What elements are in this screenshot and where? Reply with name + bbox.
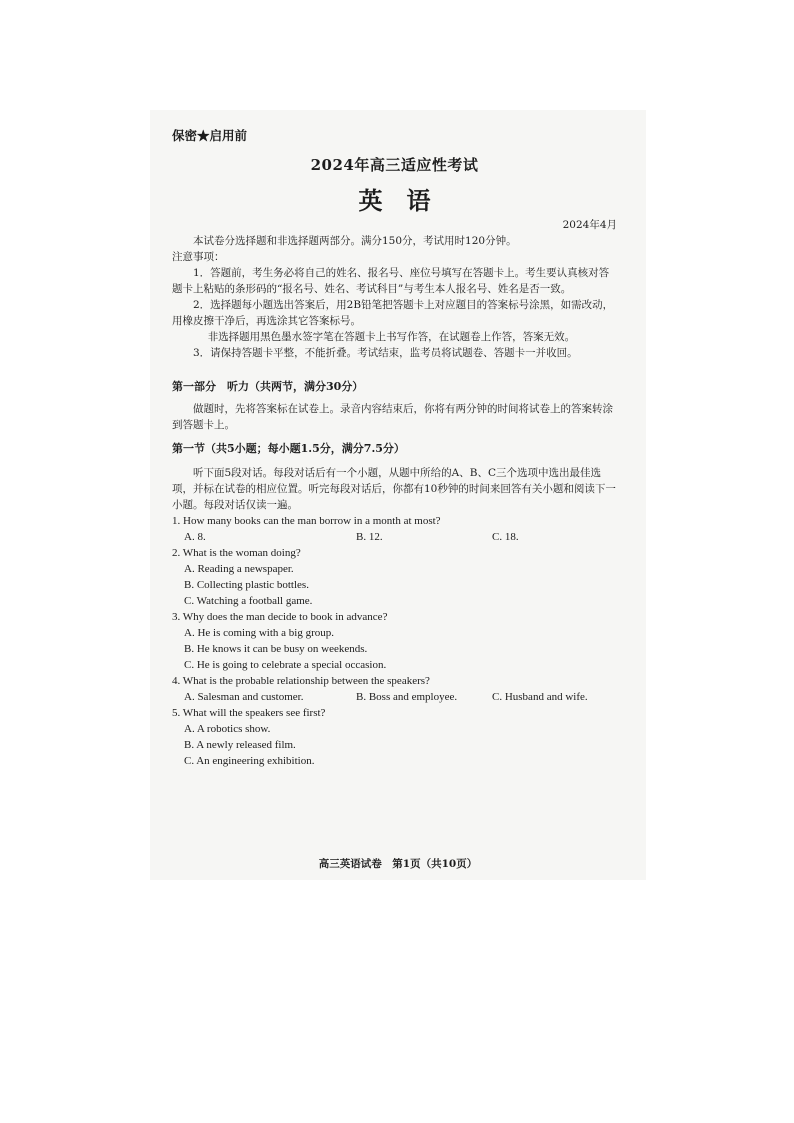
- exam-page: [172, 128, 617, 769]
- question-stem: 2. What is the woman doing?: [172, 547, 301, 559]
- option-b: B. A newly released film.: [184, 739, 296, 751]
- note-1: 1．答题前，考生务必将自己的姓名、报名号、座位号填写在答题卡上。考生要认真核对答题卡上粘贴的条形码的“报名号、姓名、考试科目”与考生本人报名号、姓名是否一致。: [172, 267, 610, 295]
- question-5: [172, 705, 617, 769]
- options-row: [172, 529, 617, 545]
- option-c: C. An engineering exhibition.: [184, 755, 315, 767]
- option-b: B. Collecting plastic bottles.: [184, 579, 309, 591]
- note-3: 3．请保持答题卡平整，不能折叠。考试结束，监考员将试题卷、答题卡一并收回。: [193, 347, 578, 359]
- option-c: C. Watching a football game.: [184, 595, 313, 607]
- question-1: [172, 513, 617, 545]
- intro-text: 本试卷分选择题和非选择题两部分。满分150分，考试用时120分钟。: [193, 235, 517, 247]
- question-3: [172, 609, 617, 673]
- option-a: A. 8.: [184, 531, 206, 543]
- option-c: C. 18.: [492, 531, 519, 543]
- question-2: [172, 545, 617, 609]
- exam-date: 2024年4月: [562, 219, 617, 231]
- option-b: B. He knows it can be busy on weekends.: [184, 643, 368, 655]
- question-stem: 3. Why does the man decide to book in advance?: [172, 611, 388, 623]
- option-a: A. Reading a newspaper.: [184, 563, 294, 575]
- subject-title: 英 语: [358, 186, 431, 215]
- option-b: B. Boss and employee.: [356, 691, 458, 703]
- exam-title: 2024年高三适应性考试: [310, 156, 479, 174]
- option-a: A. He is coming with a big group.: [184, 627, 335, 639]
- part1-instruction: 做题时，先将答案标在试卷上。录音内容结束后，你将有两分钟的时间将试卷上的答案转涂到答题卡上。: [172, 403, 613, 431]
- part1-title: 第一部分 听力（共两节，满分30分）: [172, 380, 364, 393]
- confidential-label: 保密★启用前: [172, 128, 248, 143]
- option-b: B. 12.: [356, 531, 383, 543]
- page-footer: 高三英语试卷 第1页（共10页）: [318, 858, 478, 870]
- question-4: [172, 673, 617, 705]
- question-stem: 4. What is the probable relationship between the speakers?: [172, 675, 430, 687]
- option-a: A. Salesman and customer.: [184, 691, 304, 703]
- question-stem: 5. What will the speakers see first?: [172, 707, 326, 719]
- section1-instruction: 听下面5段对话。每段对话后有一个小题，从题中所给的A、B、C三个选项中选出最佳选项，并标在试卷的相应位置。听完每段对话后，你都有10秒钟的时间来回答有关小题和阅读下一小题。每段对话仅读一遍。: [172, 467, 616, 511]
- question-stem: 1. How many books can the man borrow in a month at most?: [172, 515, 441, 527]
- option-c: C. He is going to celebrate a special occasion.: [184, 659, 387, 671]
- option-a: A. A robotics show.: [184, 723, 271, 735]
- options-row: [172, 689, 617, 705]
- notes-title: 注意事项：: [172, 251, 225, 263]
- section1-title: 第一节（共5小题；每小题1.5分，满分7.5分）: [172, 442, 405, 455]
- note-2-continued: 非选择题用黑色墨水签字笔在答题卡上书写作答，在试题卷上作答，答案无效。: [207, 331, 576, 343]
- note-2: 2．选择题每小题选出答案后，用2B铅笔把答题卡上对应题目的答案标号涂黑，如需改动，用橡皮擦干净后，再选涂其它答案标号。: [172, 299, 614, 327]
- option-c: C. Husband and wife.: [492, 691, 588, 703]
